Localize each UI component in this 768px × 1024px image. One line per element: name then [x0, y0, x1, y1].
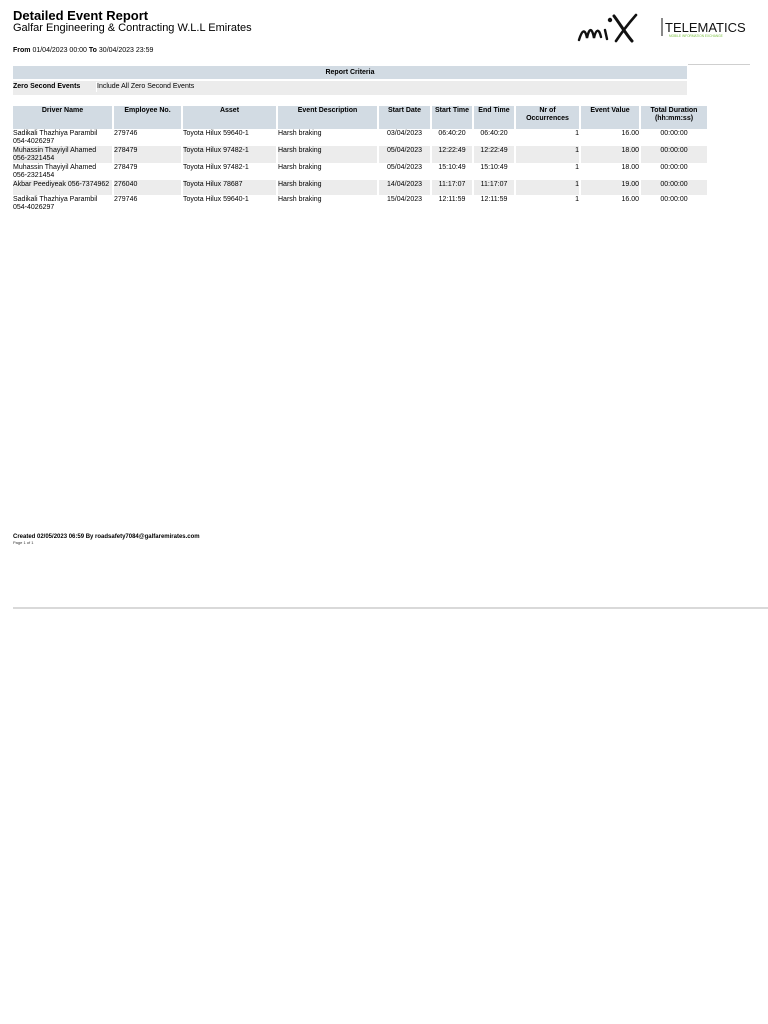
cell-driver: Muhassin Thayiyil Ahamed 056-2321454: [13, 146, 112, 163]
col-occurrences: Nr of Occurrences: [516, 106, 579, 129]
cell-event: Harsh braking: [278, 196, 322, 203]
cell-duration: 00:00:00: [660, 130, 688, 137]
col-employee-no: Employee No.: [114, 106, 181, 129]
cell-start-date: 05/04/2023: [379, 146, 430, 163]
cell-end-time: 11:17:07: [474, 180, 514, 195]
criteria-header: Report Criteria: [13, 66, 687, 79]
cell-event-value: 18.00: [621, 164, 639, 171]
cell-asset: Toyota Hilux 59640-1: [183, 130, 249, 137]
report-title: Detailed Event Report: [13, 8, 149, 23]
from-value: 01/04/2023 00:00: [32, 47, 87, 54]
cell-duration: 00:00:00: [641, 146, 707, 163]
cell-employee: 276040: [114, 180, 181, 195]
table-row: [13, 129, 707, 146]
cell-driver: Muhassin Thayiyil Ahamed 056-2321454: [13, 164, 97, 179]
logo-tagline: MOBILE INFORMATION EXCHANGE: [669, 34, 723, 38]
cell-event: Harsh braking: [278, 164, 322, 171]
col-end-time: End Time: [474, 106, 514, 129]
cell-start-time: 15:10:49: [438, 164, 466, 171]
cell-asset: Toyota Hilux 97482-1: [183, 164, 249, 171]
cell-occurrences: 1: [575, 196, 579, 203]
cell-start-date: 03/04/2023: [386, 130, 423, 137]
logo-name: TELEMATICS: [665, 20, 746, 35]
cell-start-time: 12:22:49: [432, 146, 472, 163]
cell-occurrences: 1: [575, 164, 579, 171]
cell-start-time: 06:40:20: [438, 130, 466, 137]
cell-end-time: 12:11:59: [480, 196, 508, 203]
cell-start-date: 14/04/2023: [379, 180, 430, 195]
cell-end-time: 15:10:49: [480, 164, 508, 171]
mix-telematics-logo: [576, 10, 746, 46]
cell-duration: 00:00:00: [641, 180, 707, 195]
col-start-date: Start Date: [379, 106, 430, 129]
cell-duration: 00:00:00: [660, 164, 688, 171]
table-row: [13, 163, 707, 180]
events-table: [11, 106, 709, 212]
to-label: To: [88, 47, 97, 54]
cell-end-time: 06:40:20: [480, 130, 508, 137]
table-header-row: [13, 106, 707, 129]
col-event-description: Event Description: [278, 106, 377, 129]
cell-start-date: 15/04/2023: [386, 196, 423, 203]
criteria-value: Include All Zero Second Events: [97, 83, 195, 90]
cell-start-date: 05/04/2023: [386, 164, 423, 171]
cell-event-value: 18.00: [581, 146, 639, 163]
logo-divider: [688, 64, 750, 65]
cell-occurrences: 1: [516, 180, 579, 195]
cell-employee: 279746: [114, 130, 138, 137]
cell-employee: 279746: [114, 196, 138, 203]
cell-asset: Toyota Hilux 78687: [183, 180, 276, 195]
cell-event-value: 16.00: [621, 130, 639, 137]
cell-event-value: 19.00: [581, 180, 639, 195]
from-label: From: [13, 47, 31, 54]
cell-asset: Toyota Hilux 59640-1: [183, 196, 249, 203]
cell-event: Harsh braking: [278, 146, 377, 163]
col-driver-name: Driver Name: [13, 106, 112, 129]
table-row: [13, 146, 707, 163]
cell-asset: Toyota Hilux 97482-1: [183, 146, 276, 163]
cell-employee: 278479: [114, 146, 181, 163]
cell-occurrences: 1: [516, 146, 579, 163]
cell-duration: 00:00:00: [660, 196, 688, 203]
cell-occurrences: 1: [575, 130, 579, 137]
cell-event-value: 16.00: [621, 196, 639, 203]
cell-driver: Sadikali Thazhiya Parambil 054-4026297: [13, 196, 98, 211]
cell-end-time: 12:22:49: [474, 146, 514, 163]
created-footer: Created 02/05/2023 06:59 By roadsafety7084@galfaremirates.com: [13, 534, 200, 540]
date-range: [13, 46, 153, 55]
col-asset: Asset: [183, 106, 276, 129]
cell-event: Harsh braking: [278, 180, 377, 195]
cell-event: Harsh braking: [278, 130, 322, 137]
criteria-row: [13, 81, 687, 95]
page-divider: [13, 607, 768, 609]
col-total-duration: Total Duration (hh:mm:ss): [641, 106, 707, 129]
to-value: 30/04/2023 23:59: [98, 47, 154, 54]
cell-driver: Sadikali Thazhiya Parambil 054-4026297: [13, 130, 98, 145]
cell-start-time: 12:11:59: [438, 196, 466, 203]
table-row: [13, 195, 707, 212]
cell-start-time: 11:17:07: [432, 180, 472, 195]
col-start-time: Start Time: [432, 106, 472, 129]
page-number: Page 1 of 1: [13, 540, 34, 545]
table-row: [13, 180, 707, 195]
cell-employee: 278479: [114, 164, 138, 171]
criteria-key: Zero Second Events: [13, 83, 81, 90]
cell-driver: Akbar Peediyeak 056-7374962: [13, 180, 112, 195]
col-event-value: Event Value: [581, 106, 639, 129]
company-name: Galfar Engineering & Contracting W.L.L Emirates: [13, 22, 252, 34]
